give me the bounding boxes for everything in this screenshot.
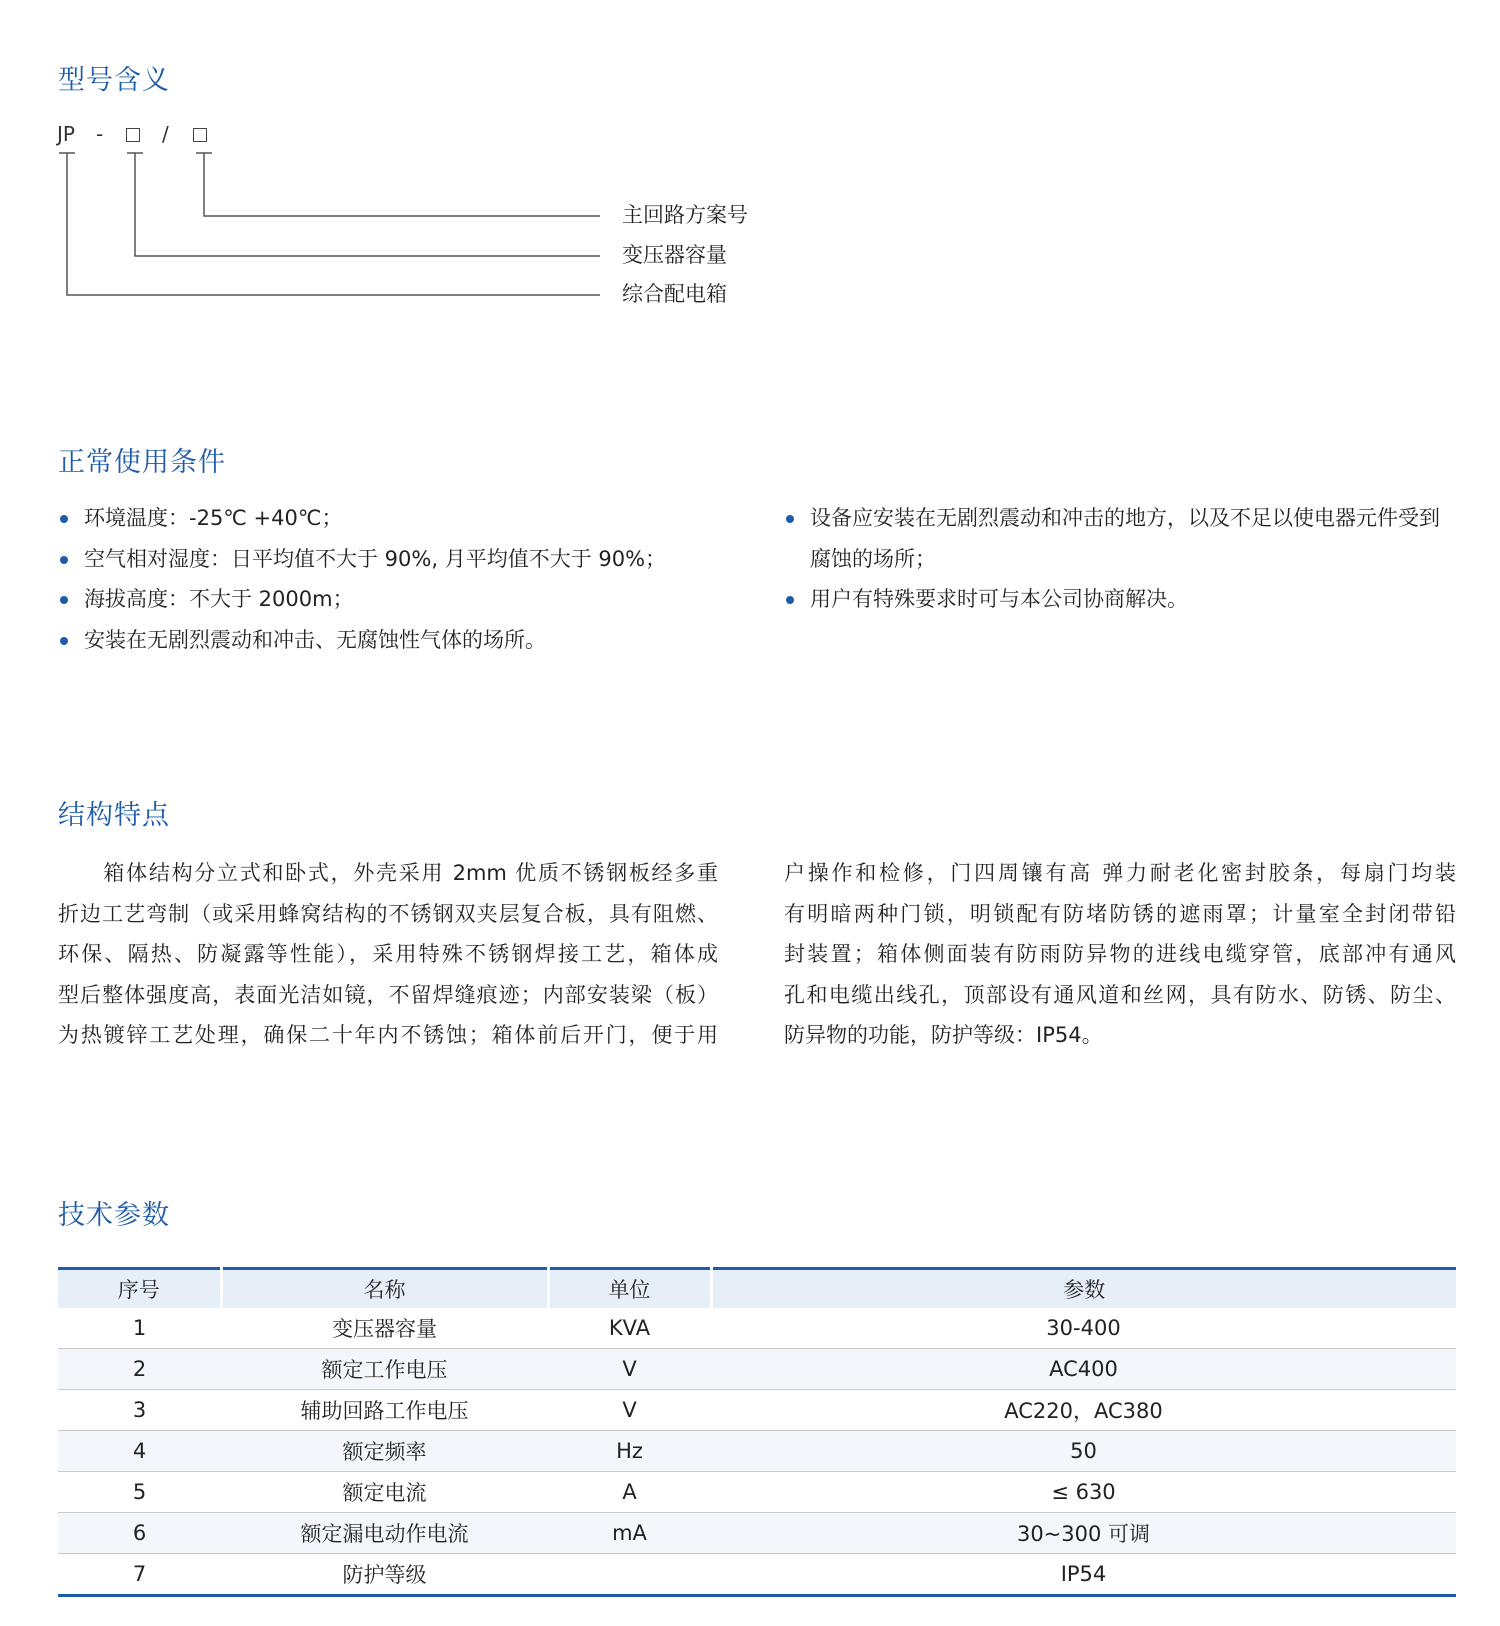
list-item: 海拔高度：不大于 2000m； [58, 579, 738, 620]
col-header-value: 参数 [711, 1269, 1456, 1309]
table-row [58, 1390, 1456, 1431]
line-prefix [67, 153, 600, 295]
cell-name: 防护等级 [342, 1563, 427, 1587]
model-connector-lines [0, 0, 1500, 330]
section-title-params: 技术参数 [58, 1200, 170, 1231]
cell-name: 额定电流 [221, 1472, 548, 1513]
section-title-conditions: 正常使用条件 [58, 447, 226, 478]
conditions-list-left [58, 498, 738, 660]
cell-unit: V [548, 1390, 711, 1431]
cell-value: AC400 [711, 1349, 1456, 1390]
cell-name: 辅助回路工作电压 [221, 1390, 548, 1431]
bullet-dot-icon [786, 596, 794, 604]
list-item: 空气相对湿度：日平均值不大于 90%, 月平均值不大于 90%； [58, 539, 738, 580]
cell-value: AC220，AC380 [711, 1390, 1456, 1431]
col-header-name: 名称 [221, 1269, 548, 1309]
table-row [58, 1349, 1456, 1390]
table-row [58, 1308, 1456, 1349]
table-header-row [58, 1269, 1456, 1309]
cell-unit: KVA [548, 1308, 711, 1349]
bullet-dot-icon [60, 556, 68, 564]
cell-unit [548, 1554, 711, 1596]
conditions-list-right [784, 498, 1456, 620]
model-code-slash: / [162, 122, 169, 146]
list-item: 设备应安装在无剧烈震动和冲击的地方，以及不足以使电器元件受到腐蚀的场所； [784, 498, 1456, 579]
list-item: 安装在无剧烈震动和冲击、无腐蚀性气体的场所。 [58, 620, 738, 661]
bullet-dot-icon [60, 596, 68, 604]
cell-index: 3 [58, 1390, 221, 1431]
table-row [58, 1513, 1456, 1554]
cell-value: IP54 [1060, 1562, 1107, 1586]
cell-unit: A [548, 1472, 711, 1513]
structure-paragraph-left: 箱体结构分立式和卧式，外壳采用 2mm 优质不锈钢板经多重 折边工艺弯制（或采用蜂窝结构的不锈钢双夹层复合板，具有阻燃、 环保、隔热、防凝露等性能），采用特殊不锈钢焊接工艺，箱体成 型后整体强度高，表面光洁如镜，不留焊缝痕迹；内部安装梁（板） 为热镀锌工艺处理，确保二十年内不锈蚀；箱体前后开门，便于用 [58, 861, 718, 1047]
cell-index: 5 [58, 1472, 221, 1513]
cell-index: 6 [58, 1513, 221, 1554]
meaning-label-box: 综合配电箱 [622, 282, 727, 306]
table-row [58, 1554, 1456, 1596]
section-title-structure: 结构特点 [58, 800, 170, 831]
cell-index: 4 [58, 1431, 221, 1472]
col-header-index: 序号 [58, 1269, 221, 1309]
col-header-unit: 单位 [548, 1269, 711, 1309]
list-item: 用户有特殊要求时可与本公司协商解决。 [784, 579, 1456, 620]
spec-table [58, 1267, 1456, 1597]
bullet-dot-icon [786, 515, 794, 523]
cell-index: 2 [58, 1349, 221, 1390]
cell-value: ≤ 630 [711, 1472, 1456, 1513]
meaning-label-capacity: 变压器容量 [622, 243, 727, 267]
cell-value: 30~300 可调 [711, 1513, 1456, 1554]
model-code-dash: - [96, 122, 104, 146]
table-row [58, 1431, 1456, 1472]
list-item: 环境温度：-25℃ +40℃； [58, 498, 738, 539]
cell-unit: mA [548, 1513, 711, 1554]
table-row [58, 1472, 1456, 1513]
bullet-dot-icon [60, 515, 68, 523]
cell-index: 7 [132, 1562, 147, 1586]
cell-unit: Hz [548, 1431, 711, 1472]
bullet-dot-icon [60, 637, 68, 645]
model-code-diagram [0, 0, 1500, 330]
cell-value: 30-400 [711, 1308, 1456, 1349]
structure-paragraph-right: 户操作和检修，门四周镶有高 弹力耐老化密封胶条，每扇门均装 有明暗两种门锁，明锁配有防堵防锈的遮雨罩；计量室全封闭带铅 封装置；箱体侧面装有防雨防异物的进线电缆穿管，底部冲有通风 孔和电缆出线孔，顶部设有通风道和丝网，具有防水、防锈、防尘、 防异物的功能，防护等级：IP54。 [784, 861, 1456, 1047]
cell-index: 1 [58, 1308, 221, 1349]
cell-name: 额定漏电动作电流 [221, 1513, 548, 1554]
cell-value: 50 [711, 1431, 1456, 1472]
model-code-prefix: JP [57, 122, 75, 146]
cell-name: 额定频率 [221, 1431, 548, 1472]
line-scheme [204, 153, 600, 216]
cell-name: 变压器容量 [221, 1308, 548, 1349]
cell-name: 额定工作电压 [221, 1349, 548, 1390]
cell-unit: V [548, 1349, 711, 1390]
meaning-label-scheme: 主回路方案号 [622, 203, 748, 227]
section-title-model: 型号含义 [58, 65, 170, 96]
